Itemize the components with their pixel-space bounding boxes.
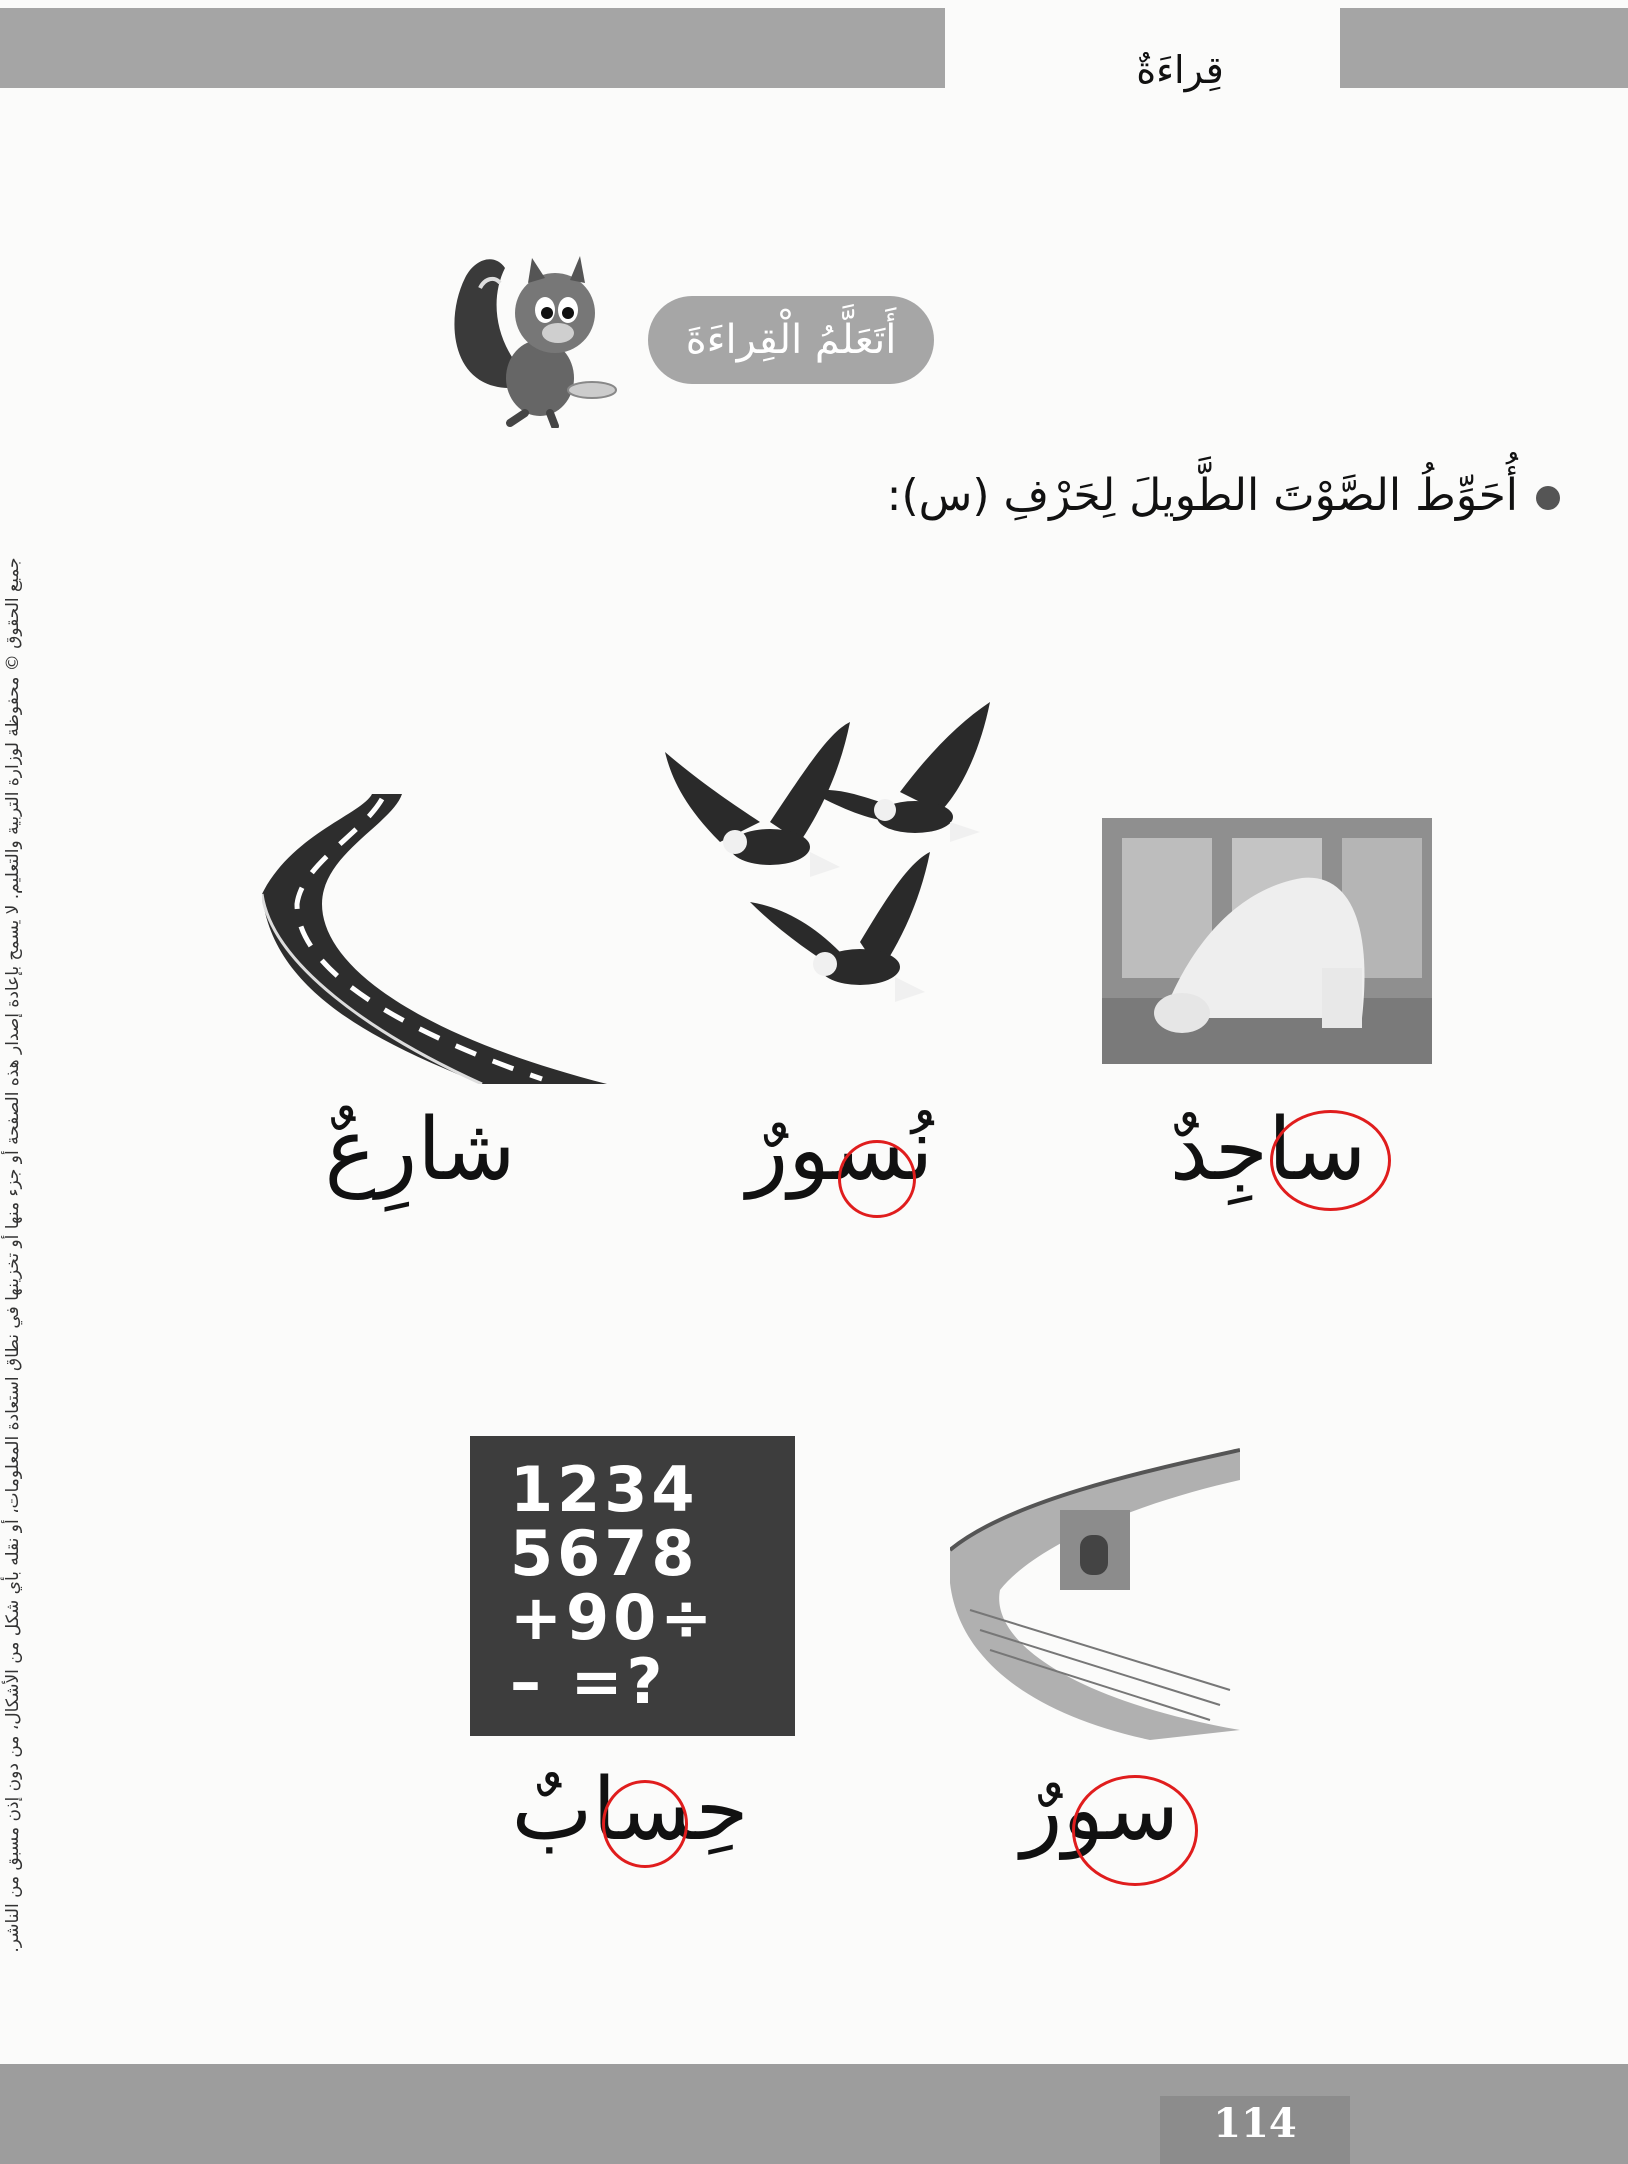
chalkboard-row: 1234 [510,1453,699,1526]
bullet-icon [1536,486,1560,510]
lesson-banner: أَتَعَلَّمُ الْقِراءَةَ [648,296,934,384]
road-image [262,794,607,1084]
great-wall-image [950,1440,1240,1740]
answer-circle [602,1780,688,1868]
word-hisab: حِسابٌ [511,1760,749,1860]
eagles-image [660,692,1040,1062]
word-sur: سورٌ [1020,1760,1180,1860]
instruction-text: أُحَوِّطُ الصَّوْتَ الطَّويلَ لِحَرْفِ (س): [886,470,1518,521]
chalkboard-row: +90÷ [510,1581,717,1654]
word-sharie: شارِعٌ [324,1100,516,1200]
answer-circle [1270,1110,1391,1211]
chalkboard-row: – =? [510,1645,667,1718]
header-bar [0,8,945,88]
numbers-image [470,1436,795,1736]
header-bar-accent [1340,8,1628,88]
section-title: قِراءَةٌ [1136,48,1224,92]
word-nusur: نُسورٌ [746,1100,934,1200]
copyright-notice: جميع الحقوق © محفوظة لوزارة التربية والتعليم. لا يسمح بإعادة إصدار هذه الصفحة أو جزء منها أو تخزينها في نطاق استعادة المعلومات، أو نقله بأي شكل من الأشكال، من دون إذن مسبق من الناشر. [3,557,23,1953]
page-number: 114 [1213,2100,1297,2147]
chalkboard-row: 5678 [510,1517,699,1590]
footer-bar [0,2064,1628,2164]
answer-circle [838,1140,916,1218]
word-sajid: ساجِدٌ [1169,1100,1367,1200]
man-praying-image [1102,818,1432,1064]
squirrel-mascot-icon [440,238,620,428]
answer-circle [1072,1775,1198,1886]
instruction [560,470,1560,521]
